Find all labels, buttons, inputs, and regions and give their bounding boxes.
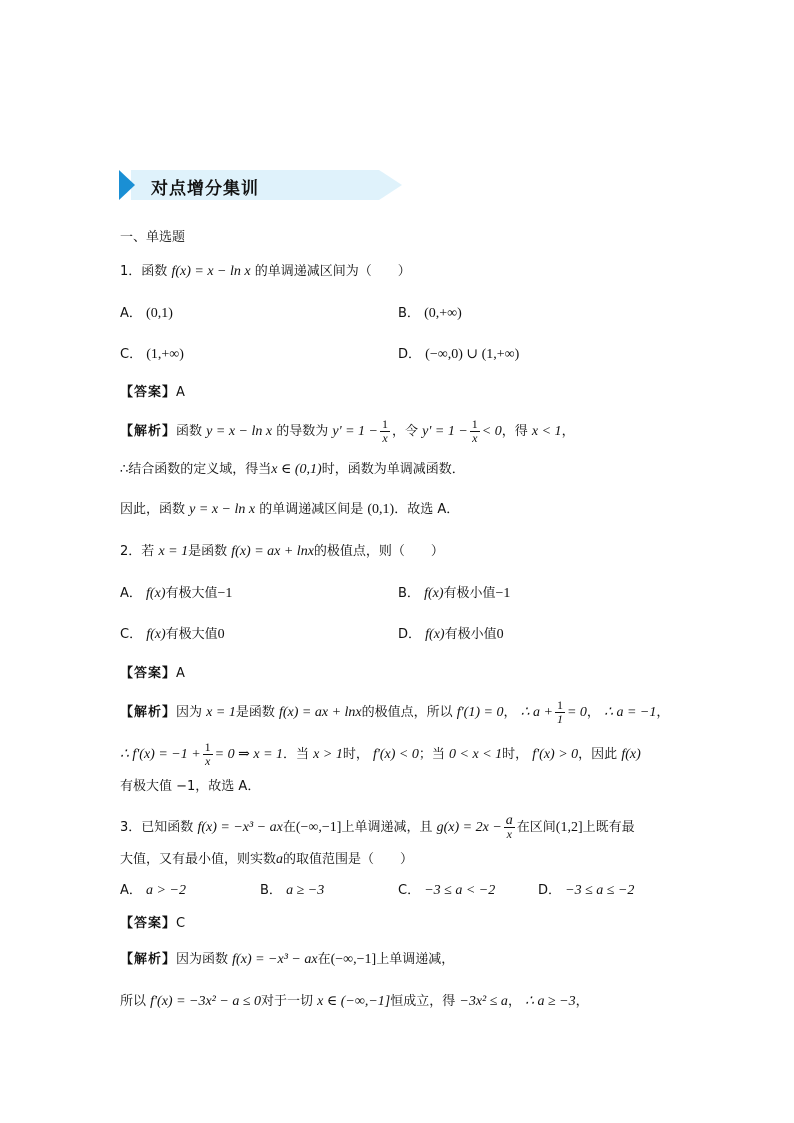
section-banner (119, 168, 404, 202)
q1-explanation-line-2 (120, 460, 465, 480)
q2-e1: 因为 (176, 705, 203, 720)
q2-option-c-label: C． (120, 627, 143, 642)
q1-e1i: ， (561, 424, 575, 439)
q1-fraction-1 (380, 418, 390, 445)
q3-frac-den: x (506, 827, 512, 841)
q3-e2c: x ∈ (−∞,−1] (317, 994, 391, 1009)
q1-text-2: 的单调递减区间为（ ） (254, 264, 411, 279)
q2-option-b (398, 584, 510, 604)
q1-option-c-text: (1,+∞) (146, 347, 184, 362)
q1-e3: 因此，函数 (120, 502, 186, 517)
q1-e1f: < 0 (481, 424, 502, 439)
section-title: 一、单选题 (120, 230, 186, 245)
q2-e1g: ∴ a + (520, 705, 553, 720)
q2-stem (120, 542, 444, 562)
q1-explanation-tag: 【解析】 (120, 424, 177, 439)
q1-option-c-label: C． (120, 347, 143, 362)
q2-e1e: f'(1) = 0 (456, 705, 504, 720)
q1-e2: ∴结合函数的定义域，得当 (120, 462, 272, 477)
q3-option-b-label: B． (260, 883, 282, 898)
q2-fraction-1 (555, 699, 565, 726)
q2-e2e: 时， (342, 747, 369, 762)
q2-e1d: 的极值点，所以 (361, 705, 453, 720)
q1-e2b: 时，函数为单调减函数． (321, 462, 465, 477)
q3-e2: 所以 (120, 994, 147, 1009)
q3-answer-value: C (176, 916, 186, 931)
q3-option-c-text: −3 ≤ a < −2 (424, 883, 496, 898)
q2-option-d-value: 0 (496, 627, 504, 642)
q2-option-d-text: 有极小值 (444, 627, 497, 642)
q1-frac2-den: x (472, 431, 478, 445)
q1-e2m: x ∈ (0,1) (271, 462, 322, 477)
q2-e2h: 0 < x < 1 (449, 747, 503, 762)
q1-e1: 函数 (176, 424, 203, 439)
q2-option-b-f: f(x) (424, 586, 444, 601)
q2-option-a (120, 584, 232, 604)
q2-text-1: 若 (141, 544, 155, 559)
q3-option-b (260, 881, 324, 901)
q1-e1g: ，得 (501, 424, 528, 439)
q2-frac2-den: x (205, 754, 211, 768)
q2-answer (120, 664, 185, 684)
q2-e2b: = 0 ⇒ x = 1 (214, 747, 284, 762)
q1-e3b: 的单调递减区间是 (259, 502, 364, 517)
q3-e1m: f(x) = −x³ − ax (232, 952, 318, 967)
q3-text-2: 在 (282, 820, 296, 835)
q2-e1b: 是函数 (235, 705, 275, 720)
q2-e2a: ∴ f'(x) = −1 + (120, 747, 201, 762)
q2-answer-value: A (176, 666, 185, 681)
q3-option-c-label: C． (398, 883, 421, 898)
q2-e2k: ，因此 (578, 747, 618, 762)
q3-frac-num: a (505, 813, 513, 828)
q1-answer-tag: 【答案】 (120, 385, 177, 400)
q2-e2i: 时， (502, 747, 529, 762)
q2-math-1: x = 1 (158, 544, 189, 559)
q3-e1c: (−∞,−1] (330, 952, 377, 967)
q1-e1b: 的导数为 (276, 424, 329, 439)
q3-explanation-tag: 【解析】 (120, 952, 177, 967)
q1-option-d-label: D． (398, 347, 422, 362)
q2-text-3: 的极值点，则（ ） (313, 544, 444, 559)
q3-e2h: ， (575, 994, 589, 1009)
q2-option-d-f: f(x) (425, 627, 445, 642)
q2-e1i: ， (586, 705, 600, 720)
q1-e3d: ．故选 A． (394, 502, 460, 517)
q3-e2g: ∴ a ≥ −3 (525, 994, 576, 1009)
q3-text-5: 上既有最 (582, 820, 635, 835)
q3-option-d (538, 881, 634, 901)
q3-e2m: f'(x) = −3x² − a ≤ 0 (150, 994, 262, 1009)
q1-text-1: 函数 (141, 264, 168, 279)
q1-answer-value: A (176, 385, 185, 400)
q2-option-d-label: D． (398, 627, 422, 642)
q1-e1c: y' = 1 − (332, 424, 379, 439)
q2-e2c: ．当 (283, 747, 310, 762)
q2-explanation-tag: 【解析】 (120, 705, 177, 720)
q3-answer (120, 914, 185, 934)
q2-e1h: = 0 (566, 705, 587, 720)
q3-e1d: 上单调递减， (376, 952, 455, 967)
q2-option-c-f: f(x) (146, 627, 166, 642)
q3-text-7: 的取值范围是（ ） (283, 852, 414, 867)
q1-explanation-line-1 (120, 418, 575, 445)
q1-explanation-line-3 (120, 500, 459, 520)
q2-option-d (398, 625, 504, 645)
q3-stem-line-1 (120, 814, 635, 841)
q1-option-a (120, 304, 173, 324)
q2-text-2: 是函数 (188, 544, 228, 559)
q2-option-a-f: f(x) (146, 586, 166, 601)
q2-e1m: x = 1 (206, 705, 236, 720)
q1-fraction-2 (470, 418, 480, 445)
q2-frac2-num: 1 (204, 740, 211, 754)
q2-explanation-line-2 (120, 741, 641, 768)
q2-function: f(x) = ax + lnx (231, 544, 314, 559)
q3-fraction (504, 814, 515, 841)
q3-text-3: 上单调递减，且 (341, 820, 433, 835)
q1-frac1-den: x (382, 431, 388, 445)
q1-stem (120, 262, 411, 282)
q3-option-d-label: D． (538, 883, 562, 898)
q3-option-a-text: a > −2 (146, 883, 186, 898)
q1-e3c: (0,1) (367, 502, 395, 517)
q1-e3m: y = x − ln x (189, 502, 256, 517)
q2-e2l: f(x) (621, 747, 641, 762)
q3-interval-1: (−∞,−1] (295, 820, 342, 835)
q1-function: f(x) = x − ln x (171, 264, 251, 279)
q1-option-b-text: (0,+∞) (424, 306, 462, 321)
q1-number: 1． (120, 264, 142, 279)
q3-stem-line-2 (120, 850, 413, 870)
q1-frac2-num: 1 (471, 417, 478, 431)
q2-option-b-text: 有极小值 (443, 586, 496, 601)
q1-option-d-text: (−∞,0) ∪ (1,+∞) (425, 347, 520, 362)
q2-option-c-text: 有极大值 (165, 627, 218, 642)
q1-e1d: ，令 (392, 424, 419, 439)
q2-e2g: ；当 (418, 747, 445, 762)
q2-e1k: ， (656, 705, 670, 720)
q2-answer-tag: 【答案】 (120, 666, 177, 681)
q3-text-6: 大值，又有最小值，则实数 (120, 852, 277, 867)
q1-answer (120, 383, 185, 403)
q1-option-a-label: A． (120, 306, 142, 321)
q3-option-a (120, 881, 186, 901)
q3-option-a-label: A． (120, 883, 142, 898)
q2-e1c: f(x) = ax + lnx (279, 705, 362, 720)
q2-option-a-text: 有极大值 (165, 586, 218, 601)
q1-option-a-text: (0,1) (146, 306, 173, 321)
q1-option-d (398, 345, 519, 365)
banner-title: 对点增分集训 (151, 179, 259, 199)
q3-explanation-line-1 (120, 950, 454, 970)
q2-e1j: ∴ a = −1 (604, 705, 657, 720)
q2-frac1-den: 1 (556, 712, 563, 726)
q2-fraction-2 (203, 741, 213, 768)
q3-text-4: 在区间 (516, 820, 556, 835)
q3-number: 3． (120, 820, 142, 835)
q3-option-b-text: a ≥ −3 (286, 883, 325, 898)
q3-explanation-line-2 (120, 992, 589, 1012)
q2-e2j: f'(x) > 0 (532, 747, 579, 762)
q3-answer-tag: 【答案】 (120, 916, 177, 931)
q3-e1: 因为函数 (176, 952, 229, 967)
q3-interval-2: (1,2] (555, 820, 583, 835)
q2-explanation-line-1 (120, 699, 669, 726)
q2-explanation-line-3: 有极大值 −1，故选 A． (120, 779, 261, 794)
q3-var-a: a (276, 852, 284, 867)
q2-e1f: ， (503, 705, 517, 720)
q1-option-c (120, 345, 184, 365)
q2-option-b-label: B． (398, 586, 420, 601)
q1-option-b (398, 304, 462, 324)
q3-text-1: 已知函数 (141, 820, 194, 835)
q1-e1m: y = x − ln x (206, 424, 273, 439)
q2-option-c (120, 625, 225, 645)
q3-option-d-text: −3 ≤ a ≤ −2 (565, 883, 635, 898)
q2-option-a-label: A． (120, 586, 142, 601)
q3-e2b: 对于一切 (261, 994, 314, 1009)
q3-function-f: f(x) = −x³ − ax (197, 820, 283, 835)
q1-e1h: x < 1 (531, 424, 562, 439)
q2-option-b-value: −1 (495, 586, 511, 601)
q2-option-a-value: −1 (217, 586, 233, 601)
q3-e1b: 在 (317, 952, 331, 967)
q1-option-b-label: B． (398, 306, 420, 321)
q1-e1e: y' = 1 − (422, 424, 468, 439)
q3-e2e: −3x² ≤ a (459, 994, 508, 1009)
q1-frac1-num: 1 (382, 417, 389, 431)
q2-e2d: x > 1 (313, 747, 343, 762)
q3-e2d: 恒成立，得 (390, 994, 456, 1009)
q2-e2f: f'(x) < 0 (373, 747, 419, 762)
q3-function-g: g(x) = 2x − (436, 820, 502, 835)
q2-frac1-num: 1 (556, 698, 563, 712)
q3-e2f: ， (507, 994, 521, 1009)
q2-option-c-value: 0 (217, 627, 225, 642)
q2-number: 2． (120, 544, 142, 559)
q3-option-c (398, 881, 495, 901)
